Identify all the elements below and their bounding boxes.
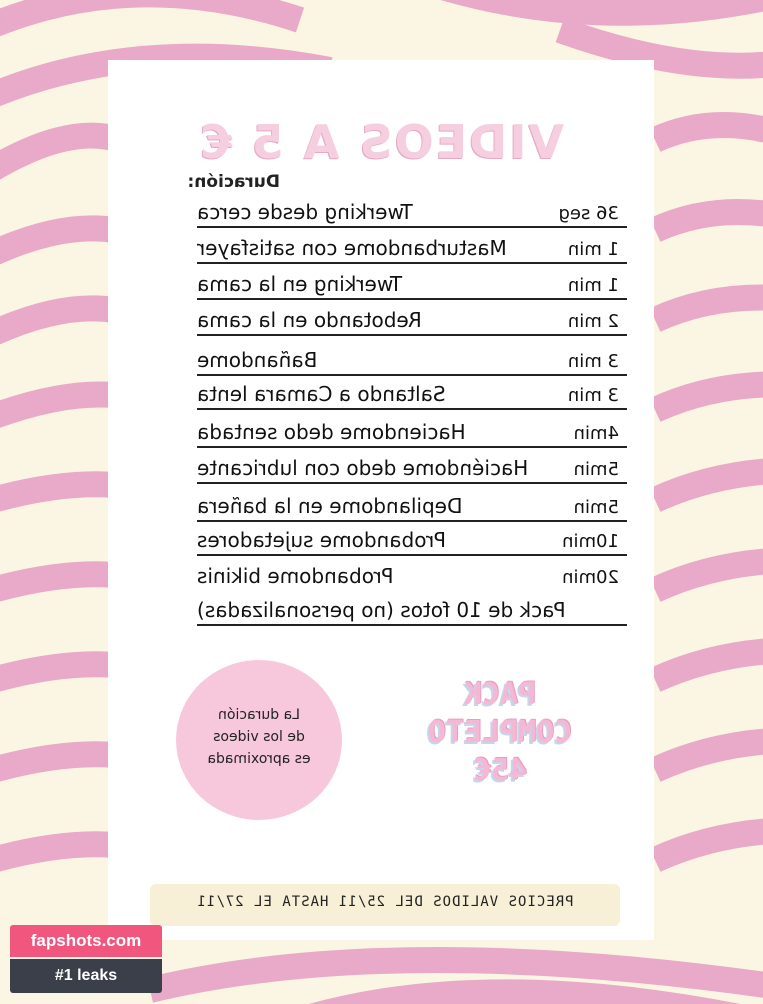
item-name: Haciendome dedo sentada	[197, 420, 466, 444]
duration-label: Duración:	[187, 172, 280, 192]
list-item	[197, 232, 627, 264]
item-duration: 5min	[573, 497, 619, 518]
item-duration: 1 min	[567, 239, 619, 260]
duration-note	[176, 704, 342, 770]
item-duration: 2 min	[567, 311, 619, 332]
item-name: Masturbandome con satisfayer	[197, 236, 507, 260]
list-item	[197, 304, 627, 336]
list-item	[197, 490, 627, 522]
item-duration: 5min	[573, 459, 619, 480]
pack-line: COMPLETO	[427, 715, 573, 750]
item-name: Depilandome en la bañera	[197, 494, 463, 518]
item-name: Probandome bikinis	[197, 564, 394, 588]
validity-footer: PRECIOS VALIDOS DEL 25/11 HASTA EL 27/11	[196, 894, 574, 910]
duration-note-line: es aproximada	[207, 751, 311, 767]
item-duration: 4min	[573, 423, 619, 444]
flyer-title: VIDEOS A 5 €	[197, 115, 565, 169]
list-item	[197, 452, 627, 484]
item-name: Rebotando en la cama	[197, 308, 422, 332]
item-duration: 3 min	[567, 385, 619, 406]
item-name: Twerking en la cama	[197, 272, 403, 296]
pack-price: 45€	[472, 753, 528, 788]
duration-note-line: de los videos	[213, 729, 305, 745]
duration-note-line: La duración	[218, 707, 300, 723]
list-item	[197, 524, 627, 556]
item-name: Probandome sujetadores	[197, 528, 446, 552]
list-item	[197, 416, 627, 448]
item-name: Saltando a Camara lenta	[197, 382, 446, 406]
list-item	[197, 196, 627, 228]
watermark-site[interactable]: fapshots.com	[10, 925, 162, 957]
item-duration: 1 min	[567, 275, 619, 296]
pack-line: PACK	[463, 677, 537, 712]
item-duration: 3 min	[567, 351, 619, 372]
watermark-tagline: #1 leaks	[10, 959, 162, 993]
item-name: Twerking desde cerca	[197, 200, 413, 224]
item-duration: 36 seg	[558, 203, 619, 224]
list-item	[197, 268, 627, 300]
item-name: Pack de 10 fotos (no personalizadas)	[197, 598, 566, 622]
item-name: Haciéndome dedo con lubricante	[197, 456, 529, 480]
item-duration: 10min	[562, 531, 619, 552]
item-name: Bañandome	[197, 348, 318, 372]
item-duration: 20min	[562, 567, 619, 588]
pack-offer	[420, 676, 580, 790]
list-item	[197, 378, 627, 410]
list-item	[197, 594, 627, 626]
list-item	[197, 344, 627, 376]
list-item	[197, 560, 627, 590]
